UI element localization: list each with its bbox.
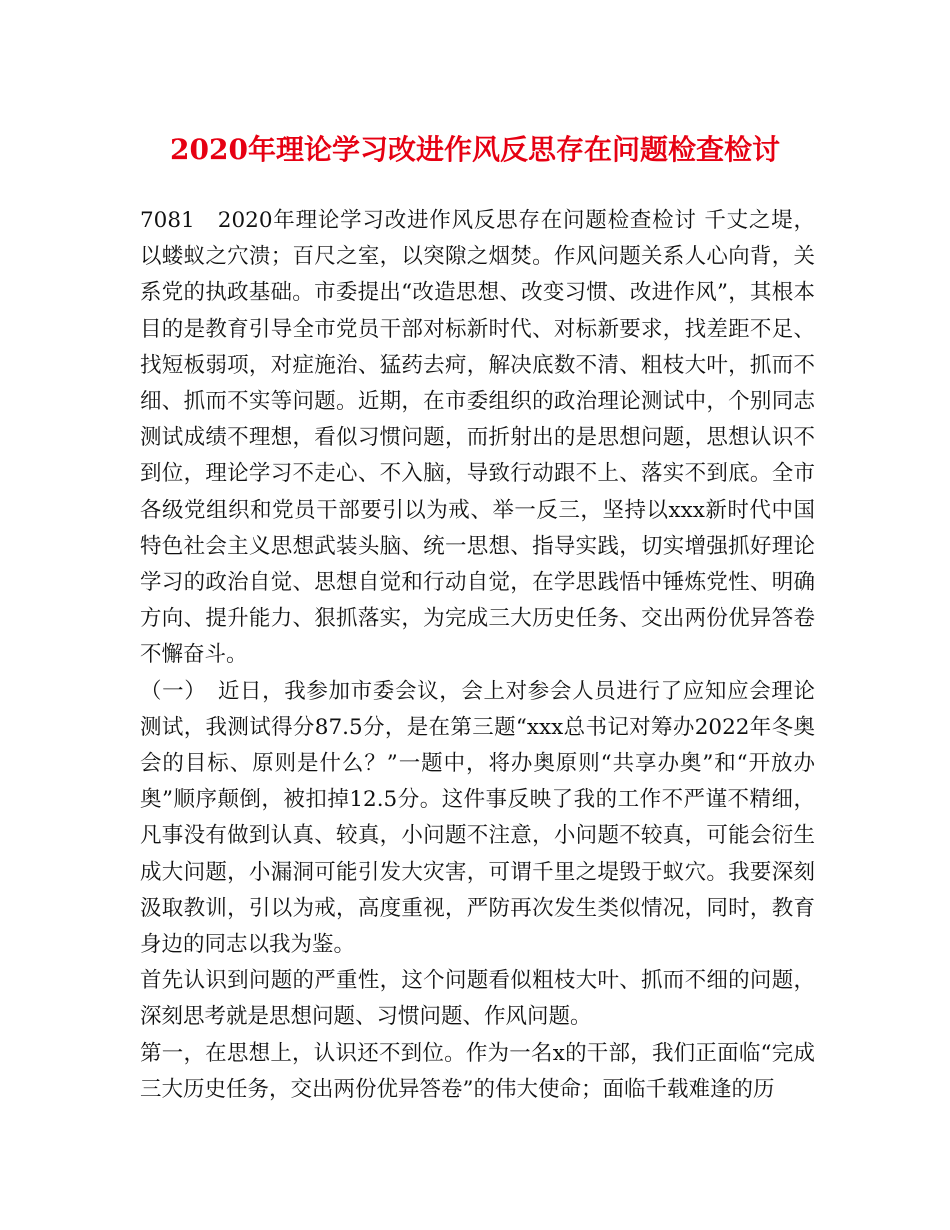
document-title: 2020年理论学习改进作风反思存在问题检查检讨 — [170, 133, 780, 166]
paragraph-intro: 7081 2020年理论学习改进作风反思存在问题检查检讨 千丈之堤，以蝼蚁之穴溃；百尺之室，以突隙之烟焚。作风问题关系人心向背，关系党的执政基础。市委提出“改造思想、改变习惯、改进作风”，其根本目的是教育引导全市党员干部对标新时代、对标新要求，找差距不足、找短板弱项，对症施治、猛药去疴，解决底数不清、粗枝大叶，抓而不细、抓而不实等问题。近期，在市委组织的政治理论测试中，个别同志测试成绩不理想，看似习惯问题，而折射出的是思想问题，思想认识不到位，理论学习不走心、不入脑，导致行动跟不上、落实不到底。全市各级党组织和党员干部要引以为戒、举一反三，坚持以xxx新时代中国特色社会主义思想武装头脑、统一思想、指导实践，切实增强抓好理论学习的政治自觉、思想自觉和行动自觉，在学思践悟中锤炼党性、明确方向、提升能力、狠抓落实，为完成三大历史任务、交出两份优异答卷不懈奋斗。 — [140, 208, 815, 668]
paragraph-section-one: （一） 近日，我参加市委会议，会上对参会人员进行了应知应会理论测试，我测试得分87.5分，是在第三题“xxx总书记对筹办2022年冬奥会的目标、原则是什么？”一题中，将办奥原则“共享办奥”和“开放办奥”顺序颠倒，被扣掉12.5分。这件事反映了我的工作不严谨不精细，凡事没有做到认真、较真，小问题不注意，小问题不较真，可能会衍生成大问题，小漏洞可能引发大灾害，可谓千里之堤毁于蚁穴。我要深刻汲取教训，引以为戒，高度重视，严防再次发生类似情况，同时，教育身边的同志以我为鉴。 — [140, 678, 815, 958]
paragraph-recognition: 首先认识到问题的严重性，这个问题看似粗枝大叶、抓而不细的问题，深刻思考就是思想问题、习惯问题、作风问题。 — [140, 968, 815, 1030]
paragraph-first-point: 第一，在思想上，认识还不到位。作为一名x的干部，我们正面临“完成三大历史任务，交出两份优异答卷”的伟大使命；面临千载难逢的历 — [140, 1040, 815, 1102]
document-body — [140, 203, 815, 1108]
